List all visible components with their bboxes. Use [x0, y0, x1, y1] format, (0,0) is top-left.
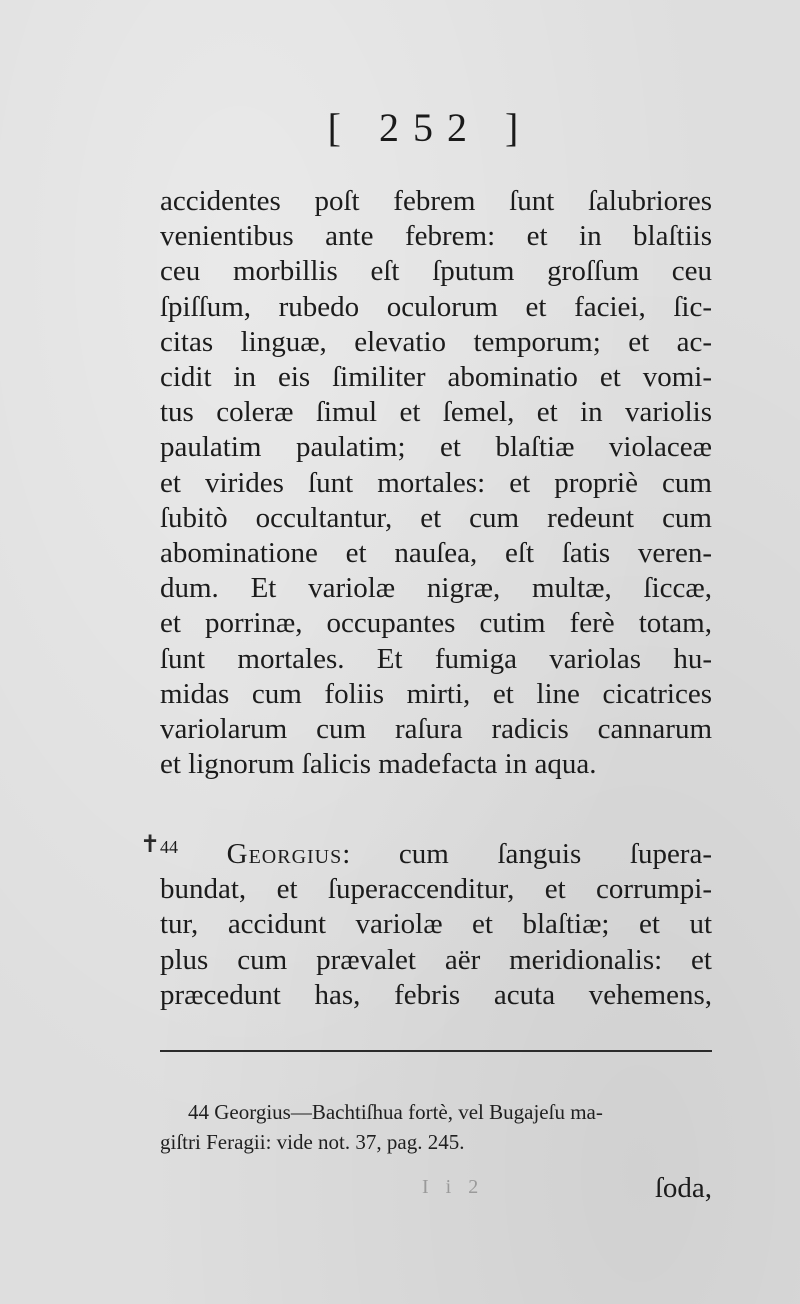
text-line: ſunt mortales. Et fumiga variolas hu-: [160, 642, 712, 675]
text-line: præcedunt has, febris acuta vehemens,: [160, 978, 712, 1011]
paragraph-2-first-line: [160, 830, 712, 872]
text-line: dum. Et variolæ nigræ, multæ, ſiccæ,: [160, 572, 712, 605]
text-line: citas linguæ, elevatio temporum; et ac-: [160, 325, 712, 358]
text-line: plus cum prævalet aër meridionalis: et: [160, 943, 712, 976]
paragraph-2: [160, 830, 712, 1013]
text-line: tur, accidunt variolæ et blaſtiæ; et ut: [160, 908, 712, 941]
text-line: ſpiſſum, rubedo oculorum et faciei, ſic-: [160, 290, 712, 323]
page-number: [ 252 ]: [327, 105, 533, 150]
margin-cross-mark: ✝: [140, 830, 161, 858]
footnote: [160, 1097, 712, 1157]
text-fragment: : cum ſanguis ſupera-: [342, 838, 712, 870]
text-line: et porrinæ, occupantes cutim ferè totam,: [160, 607, 712, 640]
footnote-line: giſtri Feragii: vide not. 37, pag. 245.: [160, 1130, 465, 1154]
text-line: ceu morbillis eſt ſputum groſſum ceu: [160, 255, 712, 288]
text-line: midas cum foliis mirti, et line cicatrices: [160, 677, 712, 710]
text-line: abominatione et nauſea, eſt ſatis veren-: [160, 537, 712, 570]
paragraph-1: [160, 184, 712, 782]
text-line: et lignorum ſalicis madefacta in aqua.: [160, 748, 597, 781]
text-line: variolarum cum raſura radicis cannarum: [160, 713, 712, 746]
text-line: bundat, et ſuperaccenditur, et corrumpi-: [160, 873, 712, 906]
text-line: venientibus ante febrem: et in blaſtiis: [160, 220, 712, 253]
text-line: tus coleræ ſimul et ſemel, et in variolis: [160, 396, 712, 429]
catchword: ſoda,: [654, 1172, 712, 1204]
text-line: ſubitò occultantur, et cum redeunt cum: [160, 501, 712, 534]
footnote-line: 44 Georgius—Bachtiſhua fortè, vel Bugajeſu ma-: [188, 1100, 603, 1124]
text-line: cidit in eis ſimiliter abominatio et vomi-: [160, 361, 712, 394]
text-line: accidentes poſt febrem ſunt ſalubriores: [160, 185, 712, 217]
text-line: paulatim paulatim; et blaſtiæ violaceæ: [160, 431, 712, 464]
author-name: Georgius: [226, 838, 343, 870]
text-line: et virides ſunt mortales: et propriè cum: [160, 466, 712, 499]
note-reference-number: 44: [160, 837, 178, 857]
footnote-rule: [160, 1050, 712, 1052]
signature-mark: I i 2: [422, 1176, 485, 1198]
